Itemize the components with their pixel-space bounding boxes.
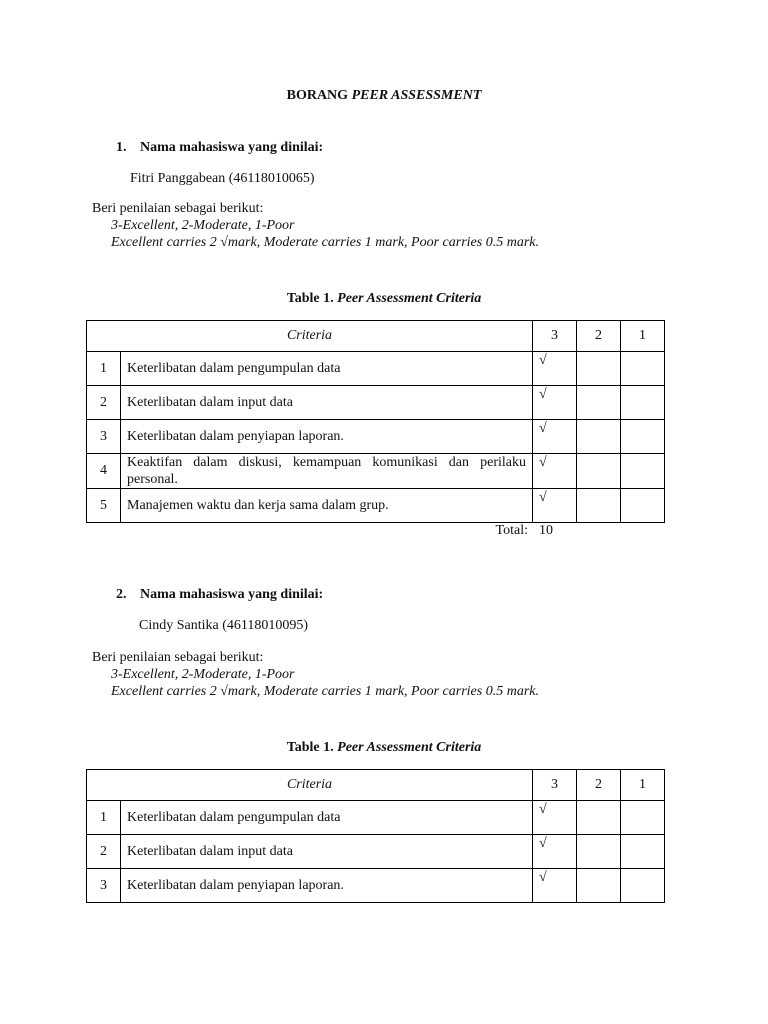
score-1-cell	[621, 489, 665, 523]
score-3-cell: √	[533, 420, 577, 454]
table-row	[87, 352, 665, 386]
score-3-header: 3	[533, 770, 577, 801]
criteria-text: Keterlibatan dalam pengumpulan data	[121, 801, 533, 835]
score-3-cell: √	[533, 386, 577, 420]
score-2-cell	[577, 454, 621, 489]
row-number: 3	[87, 869, 121, 903]
table-row	[87, 420, 665, 454]
section-1-heading: 1. Nama mahasiswa yang dinilai:	[116, 140, 324, 155]
row-number: 3	[87, 420, 121, 454]
page-title: BORANG PEER ASSESSMENT	[286, 88, 482, 103]
criteria-text: Keterlibatan dalam input data	[121, 386, 533, 420]
score-2-header: 2	[577, 770, 621, 801]
section-1-marks-note: Excellent carries 2 √mark, Moderate carries 1 mark, Poor carries 0.5 mark.	[111, 235, 539, 250]
section-2-student: Cindy Santika (46118010095)	[139, 618, 309, 633]
row-number: 1	[87, 352, 121, 386]
section-1-instruction: Beri penilaian sebagai berikut:	[92, 201, 264, 216]
row-number: 2	[87, 835, 121, 869]
score-3-header: 3	[533, 321, 577, 352]
section-2-heading: 2. Nama mahasiswa yang dinilai:	[116, 587, 324, 602]
score-2-cell	[577, 801, 621, 835]
score-1-cell	[621, 454, 665, 489]
criteria-text: Keterlibatan dalam input data	[121, 835, 533, 869]
score-3-cell: √	[533, 454, 577, 489]
score-1-cell	[621, 386, 665, 420]
row-number: 1	[87, 801, 121, 835]
criteria-text: Keaktifan dalam diskusi, kemampuan komunikasi dan perilaku personal.	[121, 454, 533, 489]
criteria-header: Criteria	[87, 770, 533, 801]
score-1-header: 1	[621, 770, 665, 801]
score-2-cell	[577, 489, 621, 523]
total-label: Total:	[495, 523, 528, 538]
score-1-header: 1	[621, 321, 665, 352]
section-2-instruction: Beri penilaian sebagai berikut:	[92, 650, 264, 665]
score-2-cell	[577, 352, 621, 386]
score-1-cell	[621, 801, 665, 835]
criteria-text: Manajemen waktu dan kerja sama dalam grup.	[121, 489, 533, 523]
score-1-cell	[621, 420, 665, 454]
table-row	[87, 386, 665, 420]
table-row	[87, 489, 665, 523]
section-2-criteria-table	[86, 769, 665, 903]
score-3-cell: √	[533, 489, 577, 523]
score-1-cell	[621, 352, 665, 386]
criteria-header: Criteria	[87, 321, 533, 352]
table-header-row	[87, 770, 665, 801]
section-2-table-caption: Table 1. Peer Assessment Criteria	[286, 740, 482, 755]
section-1-criteria-table	[86, 320, 665, 523]
row-number: 2	[87, 386, 121, 420]
section-2-marks-note: Excellent carries 2 √mark, Moderate carries 1 mark, Poor carries 0.5 mark.	[111, 684, 539, 699]
score-3-cell: √	[533, 352, 577, 386]
score-2-cell	[577, 835, 621, 869]
table-row	[87, 835, 665, 869]
score-1-cell	[621, 869, 665, 903]
score-3-cell: √	[533, 835, 577, 869]
score-2-cell	[577, 869, 621, 903]
criteria-text: Keterlibatan dalam pengumpulan data	[121, 352, 533, 386]
section-1-student: Fitri Panggabean (46118010065)	[130, 171, 315, 186]
section-1-table-caption: Table 1. Peer Assessment Criteria	[286, 291, 482, 306]
score-2-cell	[577, 386, 621, 420]
row-number: 5	[87, 489, 121, 523]
score-1-cell	[621, 835, 665, 869]
total-value: 10	[539, 523, 553, 538]
criteria-text: Keterlibatan dalam penyiapan laporan.	[121, 869, 533, 903]
section-1-scale: 3-Excellent, 2-Moderate, 1-Poor	[111, 218, 295, 233]
table-row	[87, 454, 665, 489]
row-number: 4	[87, 454, 121, 489]
criteria-text: Keterlibatan dalam penyiapan laporan.	[121, 420, 533, 454]
section-2-scale: 3-Excellent, 2-Moderate, 1-Poor	[111, 667, 295, 682]
table-header-row	[87, 321, 665, 352]
table-row	[87, 869, 665, 903]
score-2-cell	[577, 420, 621, 454]
score-3-cell: √	[533, 869, 577, 903]
table-row	[87, 801, 665, 835]
score-3-cell: √	[533, 801, 577, 835]
score-2-header: 2	[577, 321, 621, 352]
